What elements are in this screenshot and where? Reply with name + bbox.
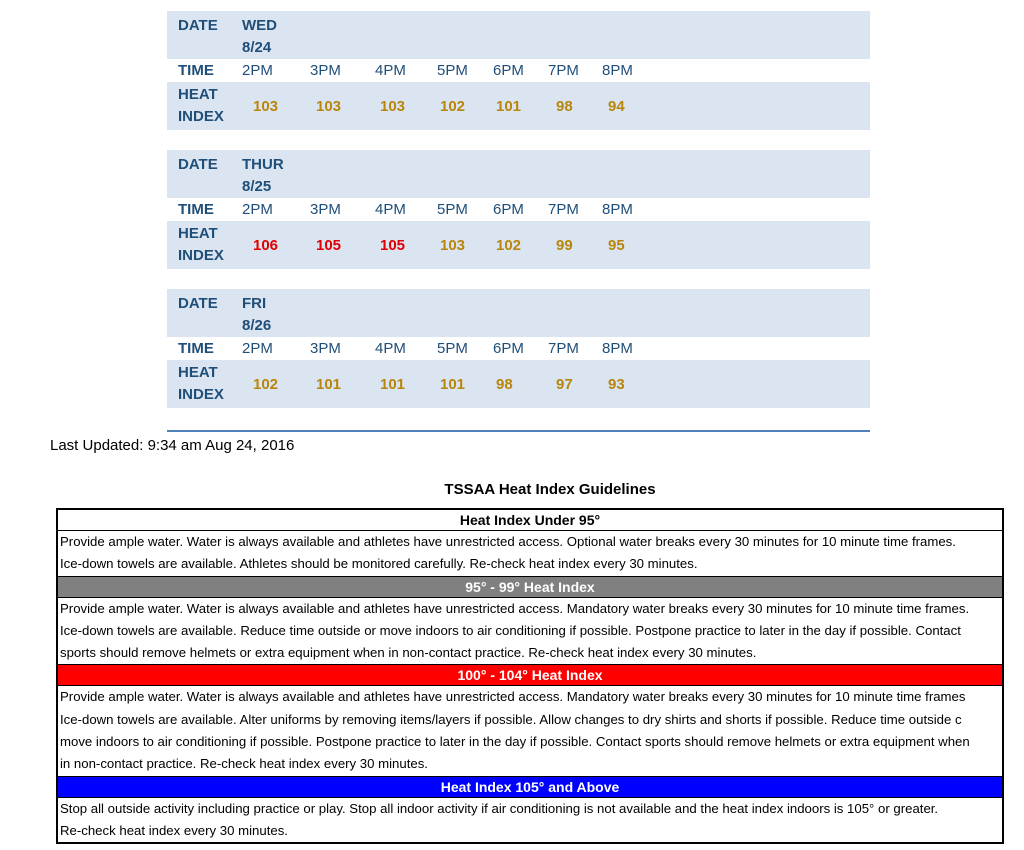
heat-value: 103 — [316, 97, 342, 115]
guideline-line: Provide ample water. Water is always available and athletes have unrestricted access. Optional water breaks every 30 minutes for 10 minute time frames. — [60, 534, 956, 549]
time-cell: 8PM — [602, 340, 633, 357]
guidelines-title: TSSAA Heat Index Guidelines — [444, 481, 656, 498]
guideline-heading-95-99: 95° - 99° Heat Index — [58, 576, 1002, 598]
time-cell: 3PM — [310, 201, 341, 218]
forecast-divider — [167, 430, 870, 432]
heat-index-row — [167, 82, 870, 130]
time-cell: 4PM — [375, 62, 406, 79]
time-row — [167, 198, 870, 221]
index-label: INDEX — [178, 386, 224, 403]
time-cell: 5PM — [437, 62, 468, 79]
time-cell: 6PM — [493, 340, 524, 357]
time-cell: 7PM — [548, 201, 579, 218]
forecast-day-fri — [167, 289, 870, 408]
day-date-value: 8/26 — [242, 317, 272, 334]
heat-value: 102 — [496, 236, 522, 254]
guideline-line: move indoors to air conditioning if possible. Postpone practice to later in the day if possible. Contact sports should remove helmets or extra equipment when — [60, 734, 970, 750]
heat-value: 101 — [316, 375, 342, 393]
date-row — [167, 150, 870, 198]
heat-index-forecast — [167, 11, 870, 428]
heat-value: 99 — [556, 236, 573, 254]
time-cell: 8PM — [602, 201, 633, 218]
day-name: THUR — [242, 156, 284, 173]
forecast-day-thur — [167, 150, 870, 269]
time-cell: 3PM — [310, 62, 341, 79]
guideline-heading-105-above: Heat Index 105° and Above — [58, 776, 1002, 798]
heat-index-label — [167, 362, 242, 406]
heat-value: 102 — [440, 97, 466, 115]
time-cell: 2PM — [242, 201, 273, 218]
time-cell: 4PM — [375, 201, 406, 218]
heat-value: 106 — [253, 236, 279, 254]
guideline-line: Ice-down towels are available. Reduce time outside or move indoors to air conditioning if possible. Postpone practice to later in the day if possible. Contact — [60, 622, 961, 638]
heat-index-row — [167, 360, 870, 408]
heat-value: 102 — [253, 375, 279, 393]
heat-index-row — [167, 221, 870, 269]
heat-value: 105 — [380, 236, 406, 254]
index-label: INDEX — [178, 108, 224, 125]
time-row — [167, 337, 870, 360]
time-cell: 2PM — [242, 340, 273, 357]
date-row — [167, 289, 870, 337]
heat-label: HEAT — [178, 364, 218, 381]
date-row — [167, 11, 870, 59]
day-date — [242, 154, 284, 198]
guideline-line: Provide ample water. Water is always available and athletes have unrestricted access. Mandatory water breaks every 30 minutes for 10 minute time frames. — [60, 600, 970, 616]
day-name: FRI — [242, 295, 267, 312]
day-date-value: 8/25 — [242, 178, 272, 195]
time-cell: 3PM — [310, 340, 341, 357]
guideline-text-100-104 — [58, 686, 1002, 775]
guideline-line: Provide ample water. Water is always available and athletes have unrestricted access. Mandatory water breaks every 30 minutes for 10 minute time frames — [60, 689, 966, 705]
time-cell: 8PM — [602, 62, 633, 79]
time-cell: 6PM — [493, 201, 524, 218]
time-label: TIME — [178, 61, 214, 79]
heat-label: HEAT — [178, 86, 218, 103]
time-cell: 7PM — [548, 340, 579, 357]
heat-label: HEAT — [178, 225, 218, 242]
heat-value: 103 — [253, 97, 279, 115]
heat-guidelines-table — [56, 508, 1004, 844]
heat-value: 103 — [380, 97, 406, 115]
guideline-text-under-95 — [58, 531, 1002, 576]
time-cell: 4PM — [375, 340, 406, 357]
heat-value: 101 — [496, 97, 522, 115]
heat-value: 103 — [440, 236, 466, 254]
date-label: DATE — [178, 156, 218, 173]
time-label: TIME — [178, 339, 214, 357]
heat-value: 97 — [556, 375, 573, 393]
heat-value: 98 — [496, 375, 513, 393]
guideline-text-95-99 — [58, 598, 1002, 665]
time-cell: 5PM — [437, 201, 468, 218]
heat-value: 94 — [608, 97, 625, 115]
last-updated: Last Updated: 9:34 am Aug 24, 2016 — [50, 437, 295, 454]
time-cell: 2PM — [242, 62, 273, 79]
guideline-line: Stop all outside activity including practice or play. Stop all indoor activity if air conditioning is not available and the heat index indoors is 105° or greater. — [60, 800, 939, 816]
time-cell: 5PM — [437, 340, 468, 357]
heat-value: 95 — [608, 236, 625, 254]
heat-value: 101 — [440, 375, 466, 393]
heat-value: 98 — [556, 97, 573, 115]
guideline-heading-100-104: 100° - 104° Heat Index — [58, 664, 1002, 686]
day-date — [242, 15, 277, 59]
day-date-value: 8/24 — [242, 39, 272, 56]
guideline-line: sports should remove helmets or extra equipment when in non-contact practice. Re-check heat index every 30 minutes. — [60, 645, 757, 661]
forecast-day-wed — [167, 11, 870, 130]
heat-index-label — [167, 223, 242, 267]
guideline-line: Ice-down towels are available. Athletes should be monitored carefully. Re-check heat index every 30 minutes. — [60, 556, 698, 572]
time-label: TIME — [178, 200, 214, 218]
guideline-heading-under-95: Heat Index Under 95° — [58, 510, 1002, 531]
date-label: DATE — [178, 17, 218, 34]
heat-value: 101 — [380, 375, 406, 393]
day-name: WED — [242, 17, 277, 34]
date-label: DATE — [178, 295, 218, 312]
day-date — [242, 293, 271, 337]
time-row — [167, 59, 870, 82]
time-cell: 7PM — [548, 62, 579, 79]
guideline-line: Ice-down towels are available. Alter uniforms by removing items/layers if possible. Allow changes to dry shirts and shorts if possible. Reduce time outside c — [60, 711, 962, 727]
guideline-line: Re-check heat index every 30 minutes. — [60, 822, 288, 838]
index-label: INDEX — [178, 247, 224, 264]
guideline-line: in non-contact practice. Re-check heat index every 30 minutes. — [60, 756, 428, 772]
heat-index-label — [167, 84, 242, 128]
heat-value: 105 — [316, 236, 342, 254]
time-cell: 6PM — [493, 62, 524, 79]
heat-value: 93 — [608, 375, 625, 393]
guideline-text-105-above — [58, 798, 1002, 843]
